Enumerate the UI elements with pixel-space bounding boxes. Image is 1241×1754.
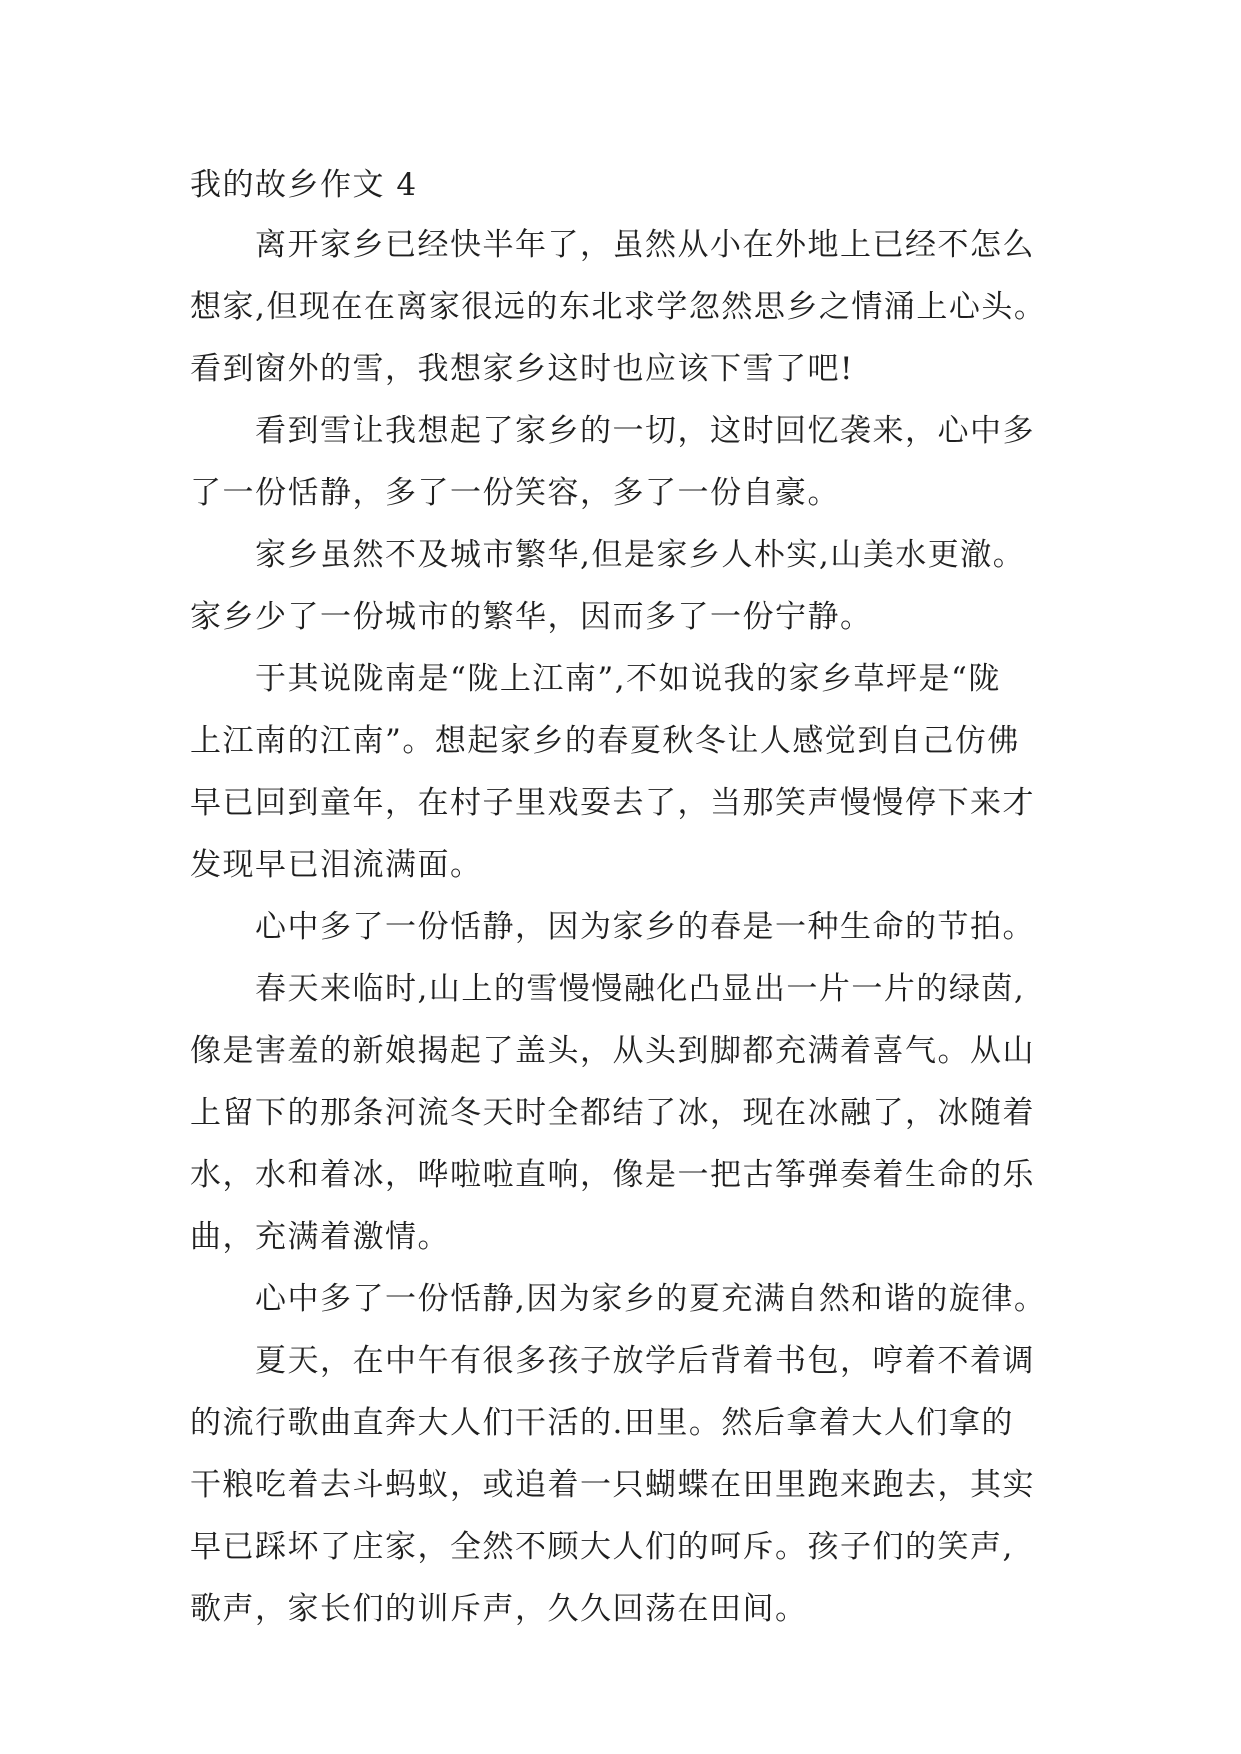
document-title: 我的故乡作文 4 bbox=[190, 167, 418, 203]
paragraph-line: 夏天，在中午有很多孩子放学后背着书包，哼着不着调 bbox=[255, 1343, 1035, 1379]
paragraph-line: 曲，充满着激情。 bbox=[190, 1219, 450, 1255]
paragraph-line: 心中多了一份恬静，因为家乡的春是一种生命的节拍。 bbox=[255, 909, 1035, 945]
paragraph-line: 家乡虽然不及城市繁华,但是家乡人朴实,山美水更澈。 bbox=[255, 537, 1026, 573]
paragraph-line: 看到雪让我想起了家乡的一切，这时回忆袭来，心中多 bbox=[255, 413, 1035, 449]
paragraph-line: 上江南的江南”。想起家乡的春夏秋冬让人感觉到自己仿佛 bbox=[190, 723, 1020, 759]
paragraph-line: 了一份恬静，多了一份笑容，多了一份自豪。 bbox=[190, 475, 840, 511]
paragraph-line: 水，水和着冰，哗啦啦直响，像是一把古筝弹奏着生命的乐 bbox=[190, 1157, 1035, 1193]
paragraph-line: 于其说陇南是“陇上江南”,不如说我的家乡草坪是“陇 bbox=[255, 661, 1001, 697]
paragraph-line: 看到窗外的雪，我想家乡这时也应该下雪了吧! bbox=[190, 351, 854, 387]
paragraph-line: 家乡少了一份城市的繁华，因而多了一份宁静。 bbox=[190, 599, 873, 635]
paragraph-line: 发现早已泪流满面。 bbox=[190, 847, 483, 883]
paragraph-line: 春天来临时,山上的雪慢慢融化凸显出一片一片的绿茵, bbox=[255, 971, 1026, 1007]
paragraph-line: 想家,但现在在离家很远的东北求学忽然思乡之情涌上心头。 bbox=[190, 289, 1047, 325]
paragraph-line: 离开家乡已经快半年了，虽然从小在外地上已经不怎么 bbox=[255, 227, 1035, 263]
paragraph-line: 上留下的那条河流冬天时全都结了冰，现在冰融了，冰随着 bbox=[190, 1095, 1035, 1131]
paragraph-line: 心中多了一份恬静,因为家乡的夏充满自然和谐的旋律。 bbox=[255, 1281, 1047, 1317]
paragraph-line: 的流行歌曲直奔大人们干活的.田里。然后拿着大人们拿的 bbox=[190, 1405, 1014, 1441]
paragraph-line: 像是害羞的新娘揭起了盖头，从头到脚都充满着喜气。从山 bbox=[190, 1033, 1035, 1069]
paragraph-line: 歌声，家长们的训斥声，久久回荡在田间。 bbox=[190, 1591, 808, 1627]
paragraph-line: 早已踩坏了庄家，全然不顾大人们的呵斥。孩子们的笑声, bbox=[190, 1529, 1014, 1565]
paragraph-line: 早已回到童年，在村子里戏耍去了，当那笑声慢慢停下来才 bbox=[190, 785, 1035, 821]
paragraph-line: 干粮吃着去斗蚂蚁，或追着一只蝴蝶在田里跑来跑去，其实 bbox=[190, 1467, 1035, 1503]
